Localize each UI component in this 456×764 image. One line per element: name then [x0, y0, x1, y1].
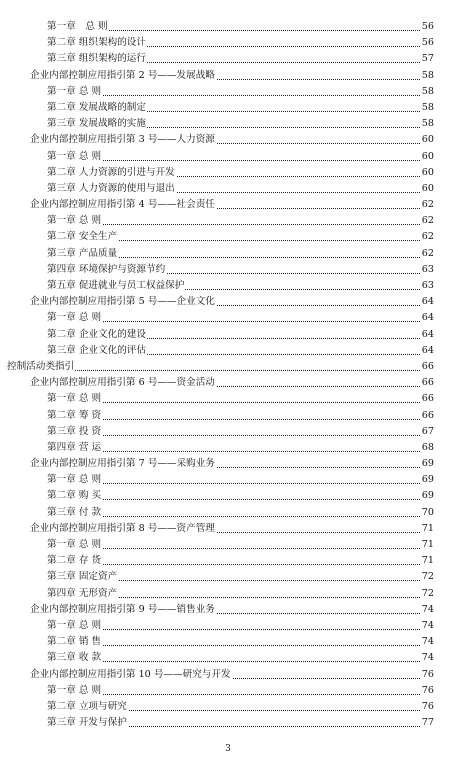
leader-dots — [47, 310, 432, 322]
toc-entry-title: 企业内部控制应用指引第 8 号——资产管理 — [30, 521, 216, 537]
toc-chapter-entry[interactable] — [0, 262, 456, 278]
toc-entry-page: 71 — [421, 521, 434, 537]
toc-entry-page: 77 — [421, 715, 434, 731]
toc-entry-title: 第二章 销 售 — [47, 634, 102, 650]
toc-entry-page: 69 — [421, 488, 434, 504]
toc-entry-page: 64 — [421, 343, 434, 359]
toc-chapter-entry[interactable] — [0, 116, 456, 132]
toc-entry-title: 第三章 产品质量 — [47, 246, 118, 262]
toc-entry-title: 第四章 环境保护与资源节约 — [47, 262, 166, 278]
toc-entry-title: 第一章 总 则 — [47, 472, 102, 488]
toc-entry-title: 第二章 发展战略的制定 — [47, 100, 147, 116]
toc-entry-page: 58 — [421, 100, 434, 116]
toc-entry-title: 第一章 总 则 — [47, 618, 102, 634]
toc-entry-page: 62 — [421, 213, 434, 229]
toc-entry-page: 70 — [421, 505, 434, 521]
toc-entry-title: 第一章 总 则 — [47, 19, 109, 35]
leader-dots — [47, 537, 432, 549]
leader-dots — [47, 634, 432, 646]
toc-entry-page: 66 — [421, 408, 434, 424]
toc-chapter-entry[interactable] — [0, 149, 456, 165]
toc-entry-page: 56 — [421, 19, 434, 35]
toc-entry-page: 74 — [421, 602, 434, 618]
toc-chapter-entry[interactable] — [0, 391, 456, 407]
toc-entry-page: 67 — [421, 424, 434, 440]
toc-entry-page: 62 — [421, 246, 434, 262]
toc-chapter-entry[interactable] — [0, 19, 456, 35]
toc-chapter-entry[interactable] — [0, 553, 456, 569]
toc-entry-page: 64 — [421, 310, 434, 326]
toc-chapter-entry[interactable] — [0, 278, 456, 294]
toc-entry-title: 第二章 组织架构的设计 — [47, 35, 147, 51]
toc-entry-page: 58 — [421, 84, 434, 100]
toc-chapter-entry[interactable] — [0, 35, 456, 51]
toc-entry-page: 71 — [421, 537, 434, 553]
leader-dots — [47, 472, 432, 484]
leader-dots — [47, 650, 432, 662]
toc-guideline-entry[interactable] — [0, 68, 456, 84]
toc-entry-page: 56 — [421, 35, 434, 51]
toc-guideline-entry[interactable] — [0, 197, 456, 213]
toc-chapter-entry[interactable] — [0, 100, 456, 116]
toc-entry-page: 60 — [421, 181, 434, 197]
toc-chapter-entry[interactable] — [0, 586, 456, 602]
toc-entry-page: 74 — [421, 650, 434, 666]
toc-entry-title: 第二章 人力资源的引进与开发 — [47, 165, 176, 181]
toc-chapter-entry[interactable] — [0, 408, 456, 424]
toc-entry-page: 72 — [421, 569, 434, 585]
leader-dots — [47, 440, 432, 452]
toc-chapter-entry[interactable] — [0, 165, 456, 181]
toc-chapter-entry[interactable] — [0, 51, 456, 67]
toc-entry-page: 63 — [421, 278, 434, 294]
toc-chapter-entry[interactable] — [0, 424, 456, 440]
toc-chapter-entry[interactable] — [0, 488, 456, 504]
toc-entry-title: 企业内部控制应用指引第 10 号——研究与开发 — [30, 667, 232, 683]
toc-guideline-entry[interactable] — [0, 521, 456, 537]
toc-entry-page: 68 — [421, 440, 434, 456]
leader-dots — [47, 408, 432, 420]
toc-entry-page: 72 — [421, 586, 434, 602]
leader-dots — [47, 505, 432, 517]
toc-entry-title: 企业内部控制应用指引第 5 号——企业文化 — [30, 294, 216, 310]
leader-dots — [47, 213, 432, 225]
leader-dots — [47, 683, 432, 695]
toc-chapter-entry[interactable] — [0, 505, 456, 521]
toc-entry-title: 第五章 促进就业与员工权益保护 — [47, 278, 185, 294]
toc-chapter-entry[interactable] — [0, 310, 456, 326]
toc-entry-title: 第三章 固定资产 — [47, 569, 118, 585]
toc-entry-title: 第四章 无形资产 — [47, 586, 118, 602]
toc-entry-title: 第三章 开发与保护 — [47, 715, 128, 731]
toc-entry-page: 62 — [421, 197, 434, 213]
toc-entry-page: 74 — [421, 618, 434, 634]
toc-entry-title: 第四章 营 运 — [47, 440, 102, 456]
toc-entry-page: 76 — [421, 667, 434, 683]
toc-entry-page: 60 — [421, 132, 434, 148]
toc-entry-title: 第二章 安全生产 — [47, 229, 118, 245]
toc-entry-page: 74 — [421, 634, 434, 650]
toc-entry-title: 第三章 企业文化的评估 — [47, 343, 147, 359]
toc-entry-title: 第一章 总 则 — [47, 683, 102, 699]
toc-entry-title: 第三章 付 款 — [47, 505, 102, 521]
toc-entry-title: 控制活动类指引 — [7, 359, 75, 375]
toc-chapter-entry[interactable] — [0, 618, 456, 634]
toc-entry-title: 企业内部控制应用指引第 7 号——采购业务 — [30, 456, 216, 472]
toc-entry-title: 企业内部控制应用指引第 3 号——人力资源 — [30, 132, 216, 148]
toc-chapter-entry[interactable] — [0, 634, 456, 650]
toc-chapter-entry[interactable] — [0, 246, 456, 262]
leader-dots — [47, 618, 432, 630]
toc-entry-title: 第三章 投 资 — [47, 424, 102, 440]
toc-entry-page: 58 — [421, 116, 434, 132]
toc-guideline-entry[interactable] — [0, 132, 456, 148]
toc-entry-title: 第三章 收 款 — [47, 650, 102, 666]
toc-chapter-entry[interactable] — [0, 537, 456, 553]
toc-entry-title: 第三章 人力资源的使用与退出 — [47, 181, 176, 197]
toc-entry-page: 57 — [421, 51, 434, 67]
toc-entry-page: 69 — [421, 472, 434, 488]
toc-entry-page: 60 — [421, 149, 434, 165]
leader-dots — [47, 424, 432, 436]
toc-chapter-entry[interactable] — [0, 84, 456, 100]
toc-chapter-entry[interactable] — [0, 213, 456, 229]
toc-entry-title: 第一章 总 则 — [47, 537, 102, 553]
toc-entry-title: 第一章 总 则 — [47, 84, 102, 100]
toc-entry-title: 第二章 购 买 — [47, 488, 102, 504]
toc-entry-page: 63 — [421, 262, 434, 278]
toc-chapter-entry[interactable] — [0, 699, 456, 715]
leader-dots — [47, 553, 432, 565]
toc-entry-title: 第三章 发展战略的实施 — [47, 116, 147, 132]
toc-guideline-entry[interactable] — [0, 602, 456, 618]
toc-guideline-entry[interactable] — [0, 667, 456, 683]
toc-entry-title: 第一章 总 则 — [47, 391, 102, 407]
leader-dots — [47, 391, 432, 403]
toc-entry-page: 62 — [421, 229, 434, 245]
toc-entry-page: 66 — [421, 359, 434, 375]
toc-entry-title: 第三章 组织架构的运行 — [47, 51, 147, 67]
toc-entry-title: 第一章 总 则 — [47, 149, 102, 165]
toc-chapter-entry[interactable] — [0, 229, 456, 245]
toc-entry-title: 企业内部控制应用指引第 6 号——资金活动 — [30, 375, 216, 391]
toc-entry-title: 第一章 总 则 — [47, 213, 102, 229]
toc-entry-page: 76 — [421, 699, 434, 715]
toc-entry-page: 58 — [421, 68, 434, 84]
toc-chapter-entry[interactable] — [0, 683, 456, 699]
toc-guideline-entry[interactable] — [0, 294, 456, 310]
toc-chapter-entry[interactable] — [0, 343, 456, 359]
toc-entry-page: 71 — [421, 553, 434, 569]
toc-entry-title: 企业内部控制应用指引第 2 号——发展战略 — [30, 68, 216, 84]
leader-dots — [47, 488, 432, 500]
toc-entry-title: 第二章 企业文化的建设 — [47, 327, 147, 343]
toc-chapter-entry[interactable] — [0, 440, 456, 456]
toc-entry-title: 第二章 存 货 — [47, 553, 102, 569]
toc-part-entry[interactable] — [0, 359, 456, 375]
toc-entry-page: 69 — [421, 456, 434, 472]
leader-dots — [47, 84, 432, 96]
toc-entry-title: 第一章 总 则 — [47, 310, 102, 326]
toc-chapter-entry[interactable] — [0, 327, 456, 343]
toc-guideline-entry[interactable] — [0, 375, 456, 391]
leader-dots — [47, 149, 432, 161]
toc-entry-title: 企业内部控制应用指引第 9 号——销售业务 — [30, 602, 216, 618]
toc-chapter-entry[interactable] — [0, 181, 456, 197]
toc-entry-page: 66 — [421, 375, 434, 391]
toc-entry-page: 64 — [421, 327, 434, 343]
toc-chapter-entry[interactable] — [0, 472, 456, 488]
toc-entry-title: 第二章 立项与研究 — [47, 699, 128, 715]
toc-chapter-entry[interactable] — [0, 715, 456, 731]
toc-entry-page: 66 — [421, 391, 434, 407]
table-of-contents — [0, 19, 456, 731]
toc-chapter-entry[interactable] — [0, 650, 456, 666]
toc-entry-page: 76 — [421, 683, 434, 699]
toc-entry-title: 第二章 筹 资 — [47, 408, 102, 424]
toc-entry-title: 企业内部控制应用指引第 4 号——社会责任 — [30, 197, 216, 213]
toc-guideline-entry[interactable] — [0, 456, 456, 472]
toc-entry-page: 60 — [421, 165, 434, 181]
page-number: 3 — [225, 744, 231, 754]
toc-entry-page: 64 — [421, 294, 434, 310]
toc-chapter-entry[interactable] — [0, 569, 456, 585]
